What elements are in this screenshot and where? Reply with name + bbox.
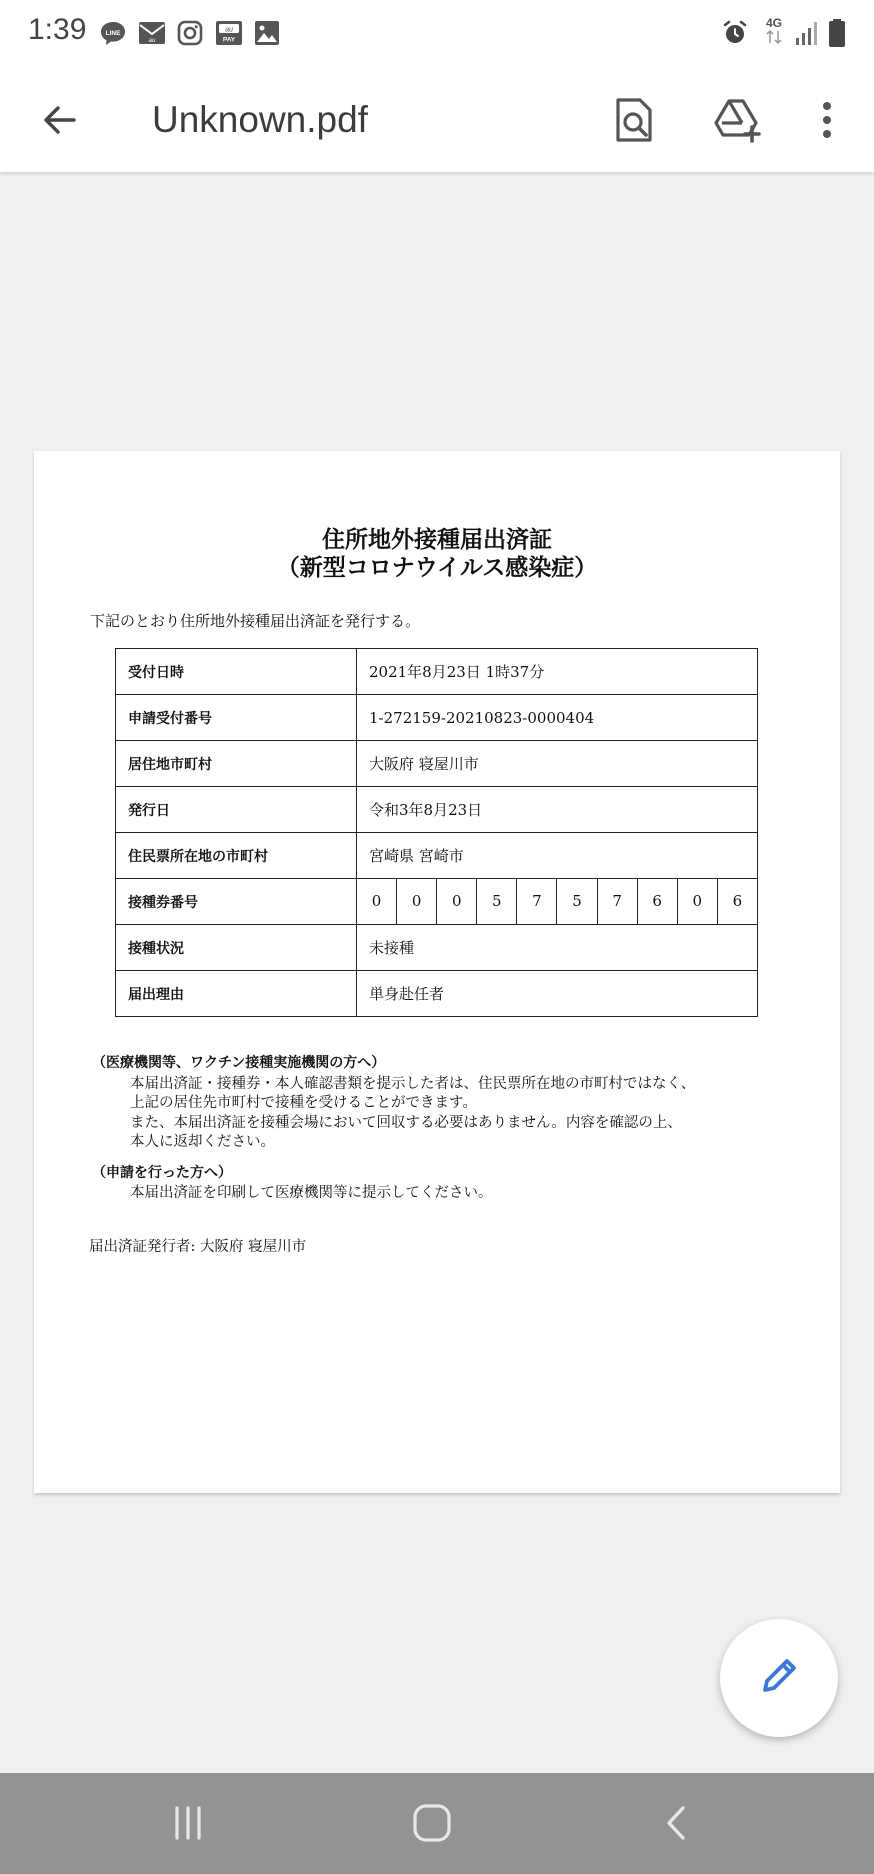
table-row xyxy=(116,741,758,787)
row-label: 住民票所在地の市町村 xyxy=(116,833,357,879)
signal-icon xyxy=(791,18,821,48)
4g-icon xyxy=(759,16,789,46)
more-vert-icon[interactable] xyxy=(797,90,857,150)
row-label: 居住地市町村 xyxy=(116,741,357,787)
row-value: 宮崎県 宮崎市 xyxy=(357,833,758,879)
notice-medical-line: 本人に返却ください。 xyxy=(130,1134,275,1150)
issuer-line: 届出済証発行者: 大阪府 寝屋川市 xyxy=(89,1239,307,1255)
voucher-digit: 6 xyxy=(637,879,677,924)
row-label: 申請受付番号 xyxy=(116,695,357,741)
voucher-digit: 7 xyxy=(597,879,637,924)
status-time: 1:39 xyxy=(28,13,87,46)
alarm-icon xyxy=(720,18,750,48)
row-value: 1-272159-20210823-0000404 xyxy=(357,695,758,741)
row-label: 発行日 xyxy=(116,787,357,833)
row-label: 受付日時 xyxy=(116,649,357,695)
network-label: 4G xyxy=(765,16,783,30)
voucher-digit: 7 xyxy=(516,879,556,924)
table-row xyxy=(116,925,758,971)
svg-text:au: au xyxy=(225,26,233,34)
back-arrow-icon[interactable] xyxy=(30,90,90,150)
row-label: 接種状況 xyxy=(116,925,357,971)
voucher-digit: 0 xyxy=(371,892,382,910)
table-row xyxy=(116,649,758,695)
row-label: 接種券番号 xyxy=(116,879,357,925)
add-to-drive-icon[interactable] xyxy=(708,90,768,150)
line-icon xyxy=(98,18,128,48)
notice-medical-line: 上記の居住先市町村で接種を受けることができます。 xyxy=(130,1095,477,1111)
recent-apps-icon[interactable] xyxy=(153,1793,223,1853)
notice-applicant-heading: （申請を行った方へ） xyxy=(92,1165,232,1181)
table-row xyxy=(116,879,758,925)
document-subtitle: （新型コロナウイルス感染症） xyxy=(276,555,598,581)
row-value: 2021年8月23日 1時37分 xyxy=(357,649,758,695)
notice-applicant-line: 本届出済証を印刷して医療機関等に提示してください。 xyxy=(130,1185,493,1201)
file-title: Unknown.pdf xyxy=(152,99,368,140)
voucher-digit: 0 xyxy=(677,879,717,924)
row-value: 単身赴任者 xyxy=(357,971,758,1017)
battery-icon xyxy=(822,18,852,48)
au-pay-icon xyxy=(214,18,244,48)
system-nav-bar xyxy=(0,1773,874,1874)
table-row xyxy=(116,787,758,833)
notice-medical-heading: （医療機関等、ワクチン接種実施機関の方へ） xyxy=(92,1055,386,1071)
certificate-table xyxy=(115,648,758,1017)
svg-text:LINE: LINE xyxy=(105,30,121,37)
voucher-number-cells xyxy=(357,879,758,925)
row-value: 未接種 xyxy=(357,925,758,971)
document-intro: 下記のとおり住所地外接種届出済証を発行する。 xyxy=(90,612,421,630)
table-row xyxy=(116,695,758,741)
edit-pencil-icon xyxy=(757,1654,801,1702)
back-icon[interactable] xyxy=(642,1793,712,1853)
table-row xyxy=(116,971,758,1017)
instagram-icon xyxy=(175,18,205,48)
voucher-digit: 6 xyxy=(717,879,757,924)
svg-text:PAY: PAY xyxy=(222,36,236,44)
svg-text:au: au xyxy=(148,38,156,44)
notice-medical-line: 本届出済証・接種券・本人確認書類を提示した者は、住民票所在地の市町村ではなく、 xyxy=(130,1076,696,1092)
voucher-digit: 5 xyxy=(556,879,596,924)
voucher-digit: 5 xyxy=(476,879,516,924)
document-title: 住所地外接種届出済証 xyxy=(322,527,552,553)
voucher-digit: 0 xyxy=(436,879,476,924)
app-bar xyxy=(0,66,874,172)
pdf-page xyxy=(34,451,840,1493)
table-row xyxy=(116,833,758,879)
find-in-document-icon[interactable] xyxy=(604,90,664,150)
mail-icon xyxy=(137,18,167,48)
gallery-icon xyxy=(252,18,282,48)
voucher-digit: 0 xyxy=(396,879,436,924)
row-label: 届出理由 xyxy=(116,971,357,1017)
row-value: 令和3年8月23日 xyxy=(357,787,758,833)
row-value: 大阪府 寝屋川市 xyxy=(357,741,758,787)
home-icon[interactable] xyxy=(397,1793,467,1853)
edit-fab-button[interactable] xyxy=(720,1619,838,1737)
notice-medical-line: また、本届出済証を接種会場において回収する必要はありません。内容を確認の上、 xyxy=(130,1115,682,1131)
status-bar xyxy=(0,0,874,66)
